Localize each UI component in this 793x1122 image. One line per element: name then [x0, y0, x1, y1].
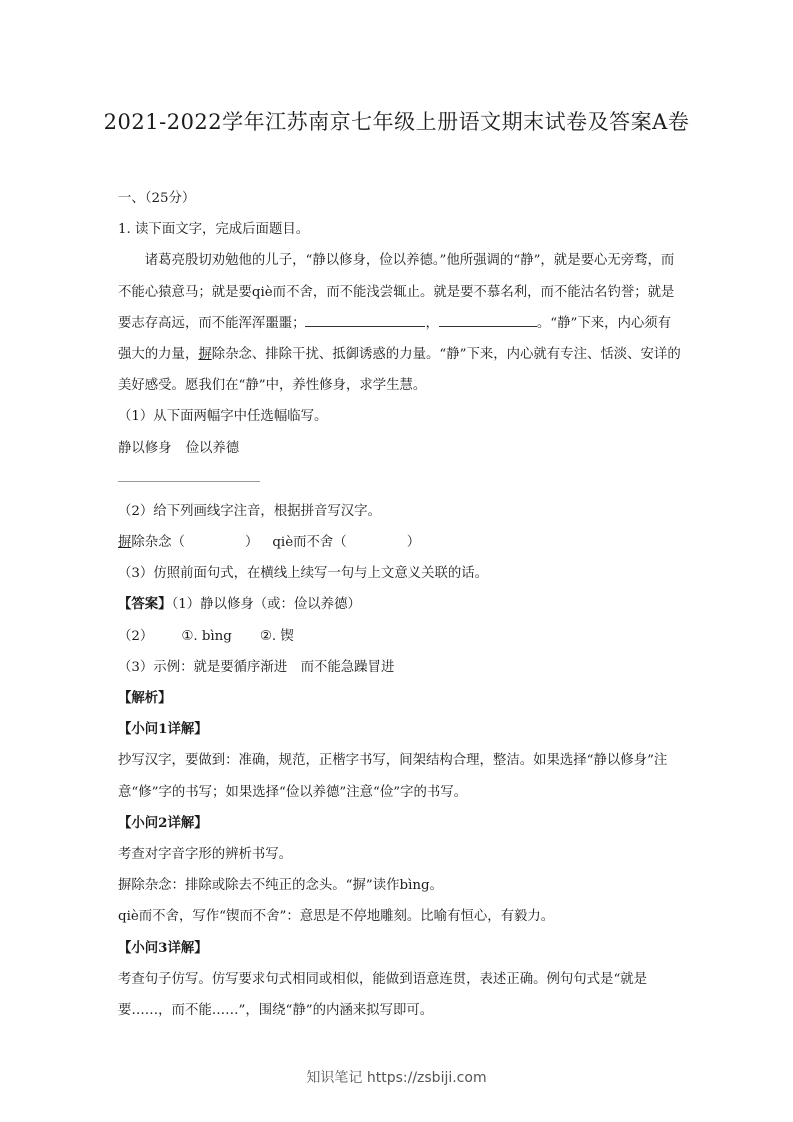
- underlined-char: 摒: [198, 347, 212, 363]
- fill-blank-2: [439, 312, 537, 327]
- passage-comma: ，: [425, 315, 439, 331]
- sub-question-1: （1）从下面两幅字中任选幅临写。: [118, 409, 328, 425]
- analysis-label: 【解析】: [118, 690, 172, 707]
- sub2-item-b: qiè而不舍（: [272, 535, 347, 551]
- calligraphy-option-a: 静以修身: [118, 440, 172, 456]
- sub-question-2: （2）给下列画线字注音，根据拼音写汉字。: [118, 503, 381, 519]
- footer-watermark: 知识笔记 https://zsbiji.com: [306, 1070, 487, 1086]
- answer-label: 【答案】: [118, 596, 172, 613]
- answer-line-2: [118, 621, 682, 652]
- document-title: 2021-2022学年江苏南京七年级上册语文期末试卷及答案A卷: [103, 110, 690, 134]
- passage-part1: 诸葛亮殷切劝勉他的儿子，“静以修身，俭以养德。”他所强调的“静”，就是要心无旁骛，而不能心猿意马；就是要qiè而不舍，而不能浅尝辄止。就是要不慕名利，而不能沽名钓誉；就是要志存高远，而不能浑浑噩噩；: [118, 253, 675, 331]
- answer-2-i: ①. bìng: [181, 628, 232, 644]
- answer-1: （1）静以修身（或：俭以养德）: [171, 597, 361, 613]
- detail-2-label: 【小问2详解】: [118, 814, 208, 831]
- sub2-item-b-close: ）: [406, 535, 421, 551]
- sub2-underlined-char: 摒: [118, 535, 132, 551]
- sub-question-3: （3）仿照前面句式，在横线上续写一句与上文意义关联的话。: [118, 566, 489, 582]
- sub-question-2-items: [118, 527, 682, 558]
- detail-3-text: 考查句子仿写。仿写要求句式相同或相似，能做到语意连贯，表述正确。例句句式是“就是要……，而不能……”，围绕“静”的内涵来拟写即可。: [118, 971, 648, 1019]
- detail-1-text: 抄写汉字，要做到：准确，规范，正楷字书写，间架结构合理，整洁。如果选择“静以修身”注意“修”字的书写；如果选择“俭以养德”注意“俭”字的书写。: [118, 753, 668, 800]
- detail-1-label: 【小问1详解】: [118, 721, 208, 738]
- detail-2-text-2: 摒除杂念：排除或除去不纯正的念头。“摒”读作bìng。: [118, 878, 443, 894]
- detail-2-text-1: 考查对字音字形的辨析书写。: [118, 847, 293, 863]
- separator-line: [118, 480, 260, 482]
- sub2-item-a: 除杂念（: [131, 535, 185, 551]
- section-header: 一、（25分）: [118, 191, 196, 206]
- fill-blank-1: [305, 312, 425, 327]
- answer-line-3: （3）示例：就是要循序渐进 而不能急躁冒进: [118, 659, 395, 675]
- question-1-passage: [118, 245, 682, 401]
- detail-2-text-3: qiè而不舍，写作“锲而不舍”：意思是不停地雕刻。比喻有恒心，有毅力。: [118, 909, 555, 925]
- answer-2-num: （2）: [118, 628, 154, 644]
- detail-3-label: 【小问3详解】: [118, 939, 208, 956]
- passage-part2: 。“静”下来，内心须有强大的力量，: [118, 315, 672, 363]
- question-1-stem: 1. 读下面文字，完成后面题目。: [118, 222, 310, 238]
- sub2-item-a-close: ）: [244, 535, 259, 551]
- calligraphy-option-b: 俭以养德: [185, 440, 240, 456]
- document-body: [118, 183, 682, 1026]
- answer-2-ii: ②. 锲: [259, 628, 294, 644]
- calligraphy-options: [118, 433, 682, 464]
- passage-part3: 除杂念、排除干扰、抵御诱惑的力量。“静”下来，内心就有专注、恬淡、安详的美好感受。愿我们在“静”中，养性修身，求学生慧。: [118, 347, 681, 394]
- answer-line-1: [118, 589, 682, 620]
